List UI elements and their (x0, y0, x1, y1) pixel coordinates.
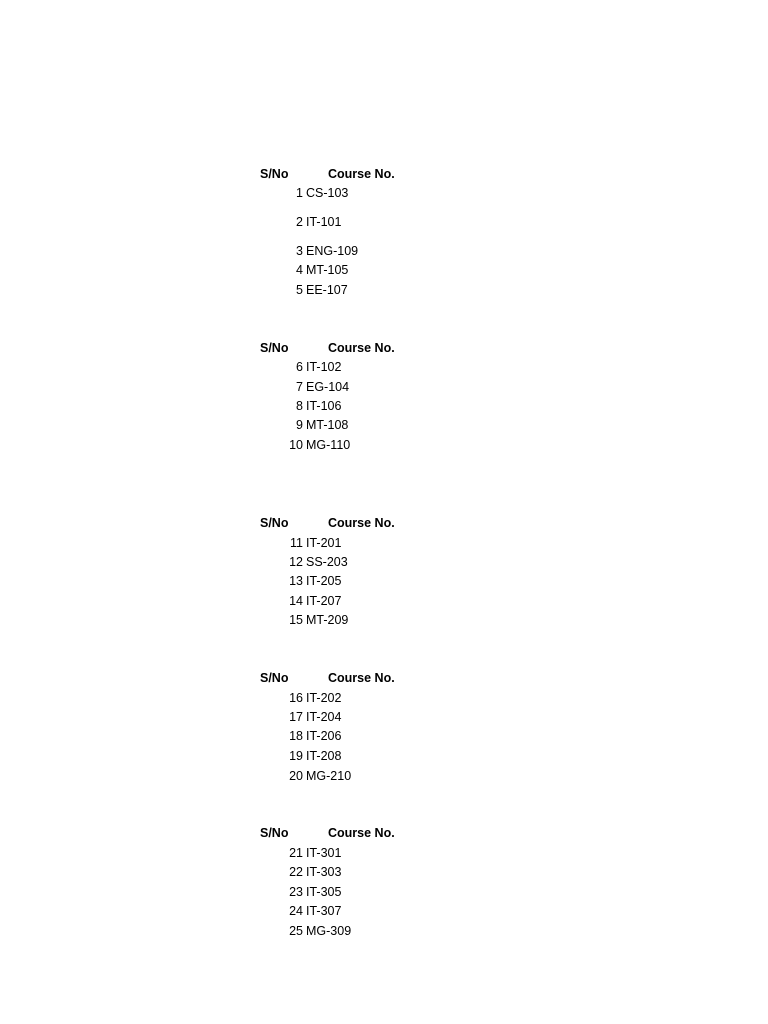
table-row (0, 691, 768, 709)
sno-column-header: S/No (260, 671, 289, 685)
course-column-header: Course No. (328, 826, 395, 840)
sno-cell: 25 (289, 924, 303, 938)
sno-cell: 12 (289, 555, 303, 569)
sno-column-header: S/No (260, 516, 289, 530)
course-column-header: Course No. (328, 341, 395, 355)
sno-cell: 6 (296, 360, 303, 374)
table-row (0, 438, 768, 456)
course-cell: IT-207 (306, 594, 342, 608)
course-cell: IT-206 (306, 729, 342, 743)
table-row (0, 885, 768, 903)
sno-cell: 8 (296, 399, 303, 413)
table-header-row (0, 826, 768, 844)
course-cell: IT-301 (306, 846, 342, 860)
course-cell: IT-106 (306, 399, 342, 413)
course-cell: MT-209 (306, 613, 349, 627)
sno-cell: 16 (289, 691, 303, 705)
sno-cell: 14 (289, 594, 303, 608)
table-row (0, 613, 768, 631)
table-row (0, 215, 768, 233)
sno-cell: 3 (296, 244, 303, 258)
course-cell: MG-110 (306, 438, 351, 452)
sno-cell: 2 (296, 215, 303, 229)
course-cell: ENG-109 (306, 244, 359, 258)
table-row (0, 594, 768, 612)
course-cell: EE-107 (306, 283, 348, 297)
course-cell: IT-202 (306, 691, 342, 705)
course-cell: MT-108 (306, 418, 349, 432)
course-cell: IT-307 (306, 904, 342, 918)
table-row (0, 574, 768, 592)
sno-cell: 17 (289, 710, 303, 724)
table-row (0, 749, 768, 767)
sno-cell: 24 (289, 904, 303, 918)
course-cell: IT-204 (306, 710, 342, 724)
course-cell: CS-103 (306, 186, 349, 200)
course-cell: SS-203 (306, 555, 348, 569)
table-header-row (0, 516, 768, 534)
sno-cell: 21 (289, 846, 303, 860)
sno-cell: 11 (290, 536, 303, 550)
course-column-header: Course No. (328, 516, 395, 530)
sno-column-header: S/No (260, 167, 289, 181)
course-cell: MG-210 (306, 769, 352, 783)
course-column-header: Course No. (328, 671, 395, 685)
table-row (0, 244, 768, 262)
sno-cell: 10 (289, 438, 303, 452)
table-header-row (0, 671, 768, 689)
sno-column-header: S/No (260, 341, 289, 355)
sno-column-header: S/No (260, 826, 289, 840)
course-cell: IT-102 (306, 360, 342, 374)
course-cell: IT-201 (306, 536, 342, 550)
course-cell: IT-205 (306, 574, 342, 588)
table-row (0, 263, 768, 281)
sno-cell: 20 (289, 769, 303, 783)
table-row (0, 729, 768, 747)
sno-cell: 9 (296, 418, 303, 432)
course-cell: IT-208 (306, 749, 342, 763)
sno-cell: 18 (289, 729, 303, 743)
course-cell: IT-303 (306, 865, 342, 879)
table-row (0, 399, 768, 417)
table-row (0, 536, 768, 554)
table-row (0, 418, 768, 436)
sno-cell: 15 (289, 613, 303, 627)
table-row (0, 555, 768, 573)
table-row (0, 283, 768, 301)
course-column-header: Course No. (328, 167, 395, 181)
course-cell: IT-305 (306, 885, 342, 899)
table-row (0, 186, 768, 204)
sno-cell: 22 (289, 865, 303, 879)
table-header-row (0, 341, 768, 359)
table-row (0, 904, 768, 922)
table-row (0, 924, 768, 942)
course-cell: MG-309 (306, 924, 352, 938)
table-row (0, 865, 768, 883)
table-header-row (0, 167, 768, 185)
table-row (0, 769, 768, 787)
course-cell: EG-104 (306, 380, 350, 394)
table-row (0, 360, 768, 378)
course-cell: IT-101 (306, 215, 342, 229)
sno-cell: 19 (289, 749, 303, 763)
course-cell: MT-105 (306, 263, 349, 277)
sno-cell: 4 (296, 263, 303, 277)
table-row (0, 710, 768, 728)
table-row (0, 380, 768, 398)
sno-cell: 13 (289, 574, 303, 588)
sno-cell: 1 (296, 186, 303, 200)
sno-cell: 7 (296, 380, 303, 394)
sno-cell: 23 (289, 885, 303, 899)
table-row (0, 846, 768, 864)
sno-cell: 5 (296, 283, 303, 297)
